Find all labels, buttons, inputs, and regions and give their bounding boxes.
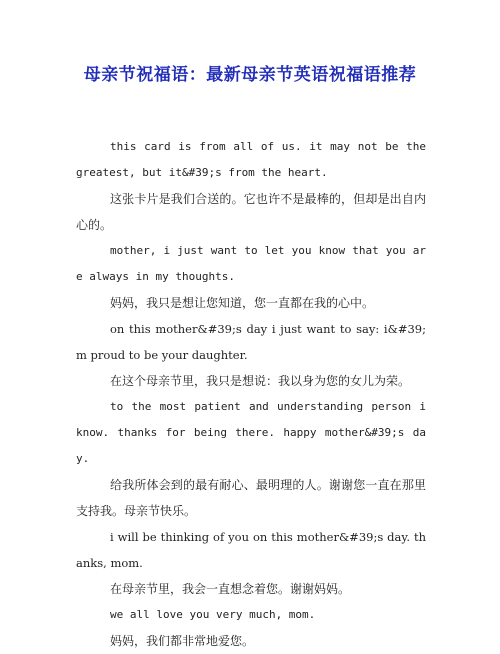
paragraph-1-zh: 这张卡片是我们合送的。它也许不是最棒的，但却是出自内心的。 (76, 192, 426, 232)
paragraph-4-en: to the most patient and understanding person i know. thanks for being there. happy mother&#39;s day. (76, 400, 426, 465)
paragraph-4-zh: 给我所体会到的最有耐心、最明理的人。谢谢您一直在那里支持我。母亲节快乐。 (76, 478, 426, 518)
paragraph-5-zh: 在母亲节里，我会一直想念着您。谢谢妈妈。 (110, 582, 351, 596)
paragraph-6-en: we all love you very much, mom. (110, 608, 316, 621)
paragraph-5-en: i will be thinking of you on this mother&#39;s day. thanks, mom. (76, 530, 426, 570)
document-body (76, 134, 426, 654)
document-title: 母亲节祝福语：最新母亲节英语祝福语推荐 (83, 65, 417, 85)
paragraph-2-zh: 妈妈，我只是想让您知道，您一直都在我的心中。 (110, 296, 375, 310)
paragraph-6-zh: 妈妈，我们都非常地爱您。 (110, 634, 255, 648)
paragraph-1-en: this card is from all of us. it may not be the greatest, but it&#39;s from the heart. (76, 140, 426, 179)
paragraph-3-zh: 在这个母亲节里，我只是想说：我以身为您的女儿为荣。 (110, 374, 411, 388)
paragraph-3-en: on this mother&#39;s day i just want to say: i&#39;m proud to be your daughter. (76, 322, 426, 362)
paragraph-2-en: mother, i just want to let you know that you are always in my thoughts. (76, 244, 426, 283)
